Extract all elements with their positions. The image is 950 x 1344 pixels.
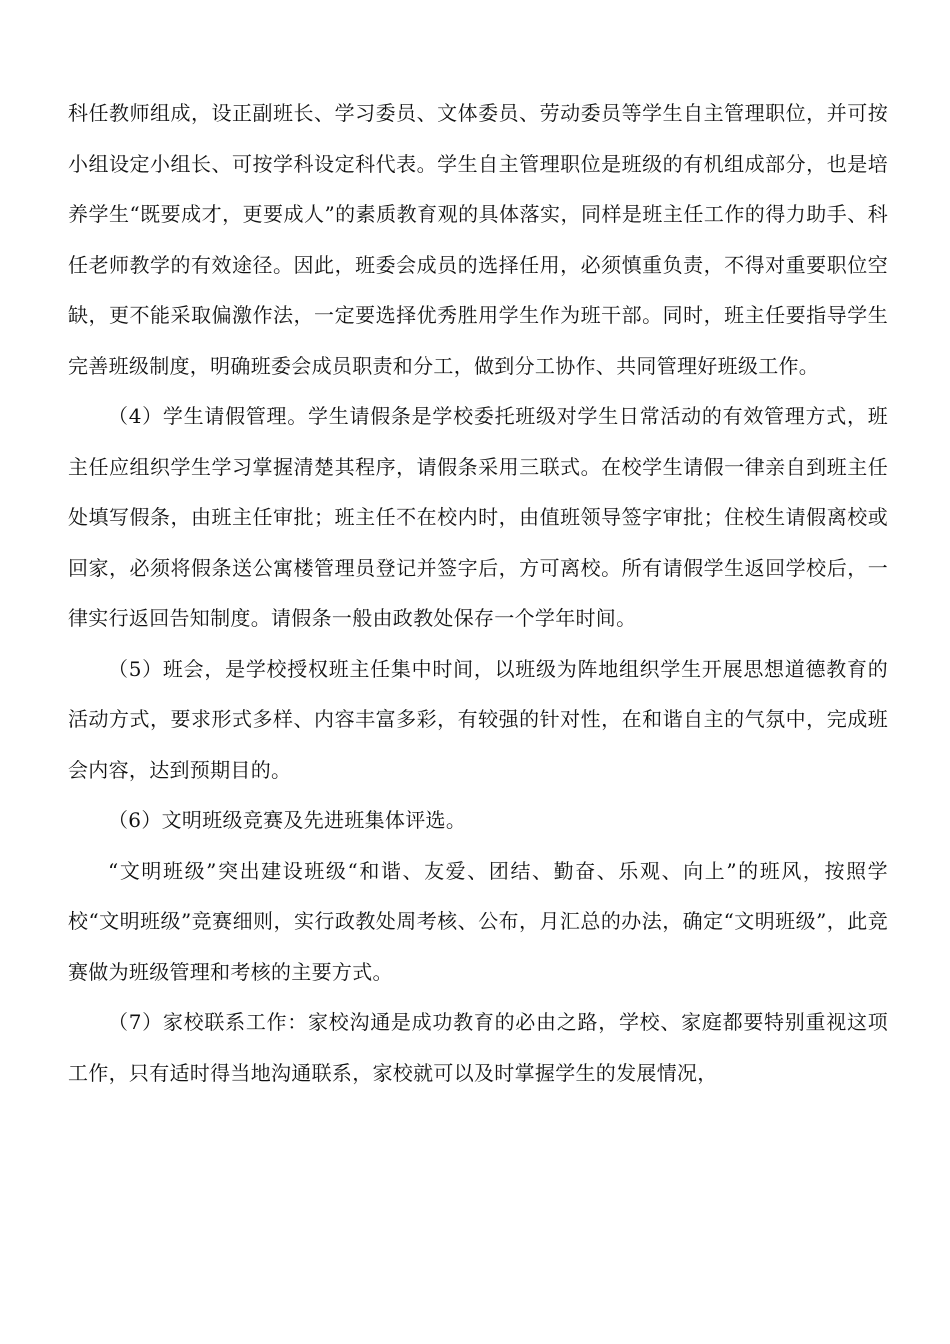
paragraph-class-committee: 科任教师组成，设正副班长、学习委员、文体委员、劳动委员等学生自主管理职位，并可按小组设定小组长、可按学科设定科代表。学生自主管理职位是班级的有机组成部分，也是培养学生“既要成才，更要成人”的素质教育观的具体落实，同样是班主任工作的得力助手、科任老师教学的有效途径。因此，班委会成员的选择任用，必须慎重负责，不得对重要职位空缺，更不能采取偏激作法，一定要选择优秀胜用学生作为班干部。同时，班主任要指导学生完善班级制度，明确班委会成员职责和分工，做到分工协作、共同管理好班级工作。 [68, 101, 888, 378]
paragraph-home-school-contact: （7）家校联系工作：家校沟通是成功教育的必由之路，学校、家庭都要特别重视这项工作，只有适时得当地沟通联系，家校就可以及时掌握学生的发展情况， [68, 1010, 888, 1085]
paragraph-leave-management: （4）学生请假管理。学生请假条是学校委托班级对学生日常活动的有效管理方式，班主任应组织学生学习掌握清楚其程序，请假条采用三联式。在校学生请假一律亲自到班主任处填写假条，由班主任审批；班主任不在校内时，由值班领导签字审批；住校生请假离校或回家，必须将假条送公寓楼管理员登记并签字后，方可离校。所有请假学生返回学校后，一律实行返回告知制度。请假条一般由政教处保存一个学年时间。 [68, 404, 888, 630]
paragraph-civilized-class: “文明班级”突出建设班级“和谐、友爱、团结、勤奋、乐观、向上”的班风，按照学校“文明班级”竞赛细则，实行政教处周考核、公布，月汇总的办法，确定“文明班级”，此竞赛做为班级管理和考核的主要方式。 [68, 858, 888, 984]
paragraph-class-meeting: （5）班会，是学校授权班主任集中时间，以班级为阵地组织学生开展思想道德教育的活动方式，要求形式多样、内容丰富多彩，有较强的针对性，在和谐自主的气氛中，完成班会内容，达到预期目的。 [68, 656, 888, 782]
document-body [68, 88, 888, 1098]
paragraph-civilized-class-heading: （6）文明班级竞赛及先进班集体评选。 [108, 808, 467, 832]
